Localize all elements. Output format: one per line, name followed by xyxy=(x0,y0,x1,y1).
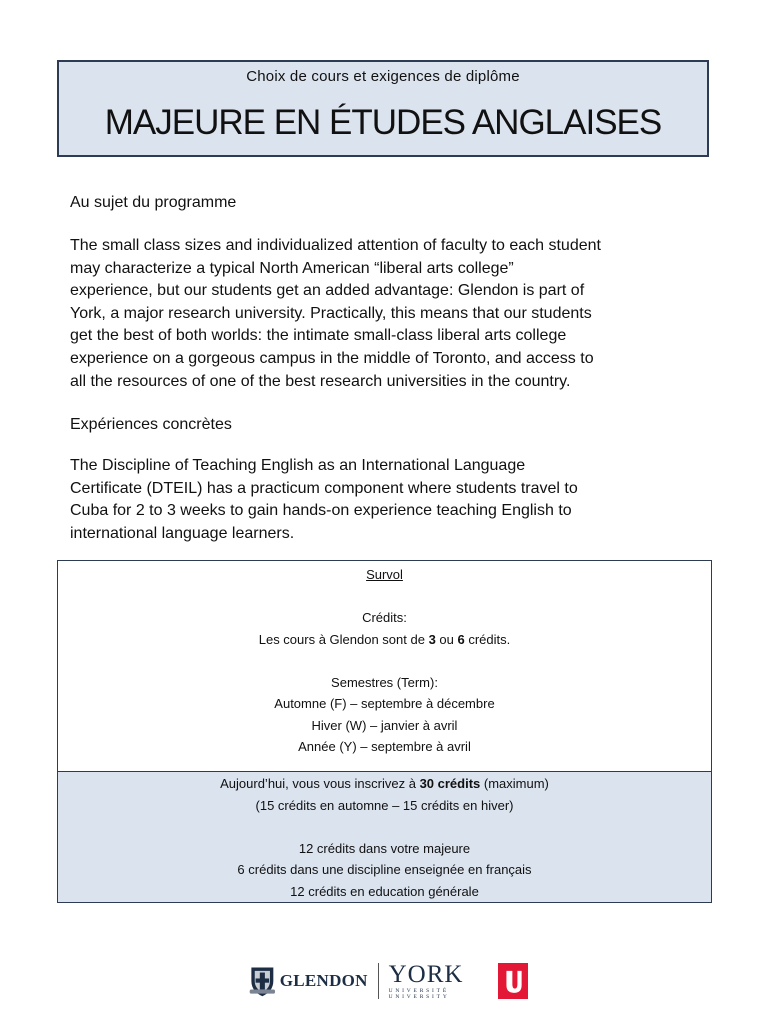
header-box xyxy=(57,60,709,157)
about-line: get the best of both worlds: the intimate small-class liberal arts college xyxy=(70,327,567,345)
about-paragraph xyxy=(70,235,710,393)
term-winter: Hiver (W) – janvier à avril xyxy=(311,717,458,733)
york-university-text: UNIVERSITÉ UNIVERSITY xyxy=(388,988,450,1000)
footer-logos xyxy=(248,958,528,1004)
header-subtitle: Choix de cours et exigences de diplôme xyxy=(246,68,520,85)
term-fall: Automne (F) – septembre à décembre xyxy=(274,696,495,711)
req-general: 12 crédits en education générale xyxy=(290,883,479,899)
summary-box xyxy=(57,560,712,903)
credits-info: Les cours à Glendon sont de 3 ou 6 crédits. xyxy=(258,631,511,647)
summary-requirements xyxy=(58,771,711,902)
about-line: York, a major research university. Practically, this means that our students xyxy=(70,304,592,322)
enroll-info: Aujourd’hui, vous vous inscrivez à 30 crédits (maximum) xyxy=(220,776,549,791)
glendon-crest-icon xyxy=(248,961,277,1001)
glendon-wordmark: GLENDON xyxy=(279,971,368,990)
req-french: 6 crédits dans une discipline enseignée en français xyxy=(237,862,532,877)
terms-label: Semestres (Term): xyxy=(331,674,438,690)
about-line: may characterize a typical North American “liberal arts college” xyxy=(70,259,514,277)
experiences-line: The Discipline of Teaching English as an International Language xyxy=(70,457,526,474)
york-u-logo-icon xyxy=(498,963,528,999)
credits-label: Crédits: xyxy=(362,610,407,625)
logo-divider xyxy=(378,963,379,999)
about-line: experience on a gorgeous campus in the middle of Toronto, and access to xyxy=(70,349,594,367)
summary-overview xyxy=(58,561,711,771)
page-title: MAJEURE EN ÉTUDES ANGLAISES xyxy=(104,103,662,142)
enroll-split: (15 crédits en automne – 15 crédits en hiver) xyxy=(255,797,514,813)
about-heading: Au sujet du programme xyxy=(70,194,237,211)
about-line: experience, but our students get an added advantage: Glendon is part of xyxy=(70,282,585,300)
about-line: The small class sizes and individualized attention of faculty to each student xyxy=(70,237,601,254)
experiences-heading: Expériences concrètes xyxy=(70,416,232,433)
experiences-line: Cuba for 2 to 3 weeks to gain hands-on experience teaching English to xyxy=(70,502,572,520)
experiences-line: Certificate (DTEIL) has a practicum component where students travel to xyxy=(70,479,578,497)
experiences-paragraph xyxy=(70,455,710,545)
req-major: 12 crédits dans votre majeure xyxy=(298,840,471,856)
about-line: all the resources of one of the best research universities in the country. xyxy=(70,372,571,390)
experiences-line: international language learners. xyxy=(70,524,295,542)
york-text: YORK xyxy=(388,961,464,988)
summary-title: Survol xyxy=(366,567,403,582)
term-year: Année (Y) – septembre à avril xyxy=(298,739,471,754)
york-wordmark xyxy=(389,962,495,1000)
